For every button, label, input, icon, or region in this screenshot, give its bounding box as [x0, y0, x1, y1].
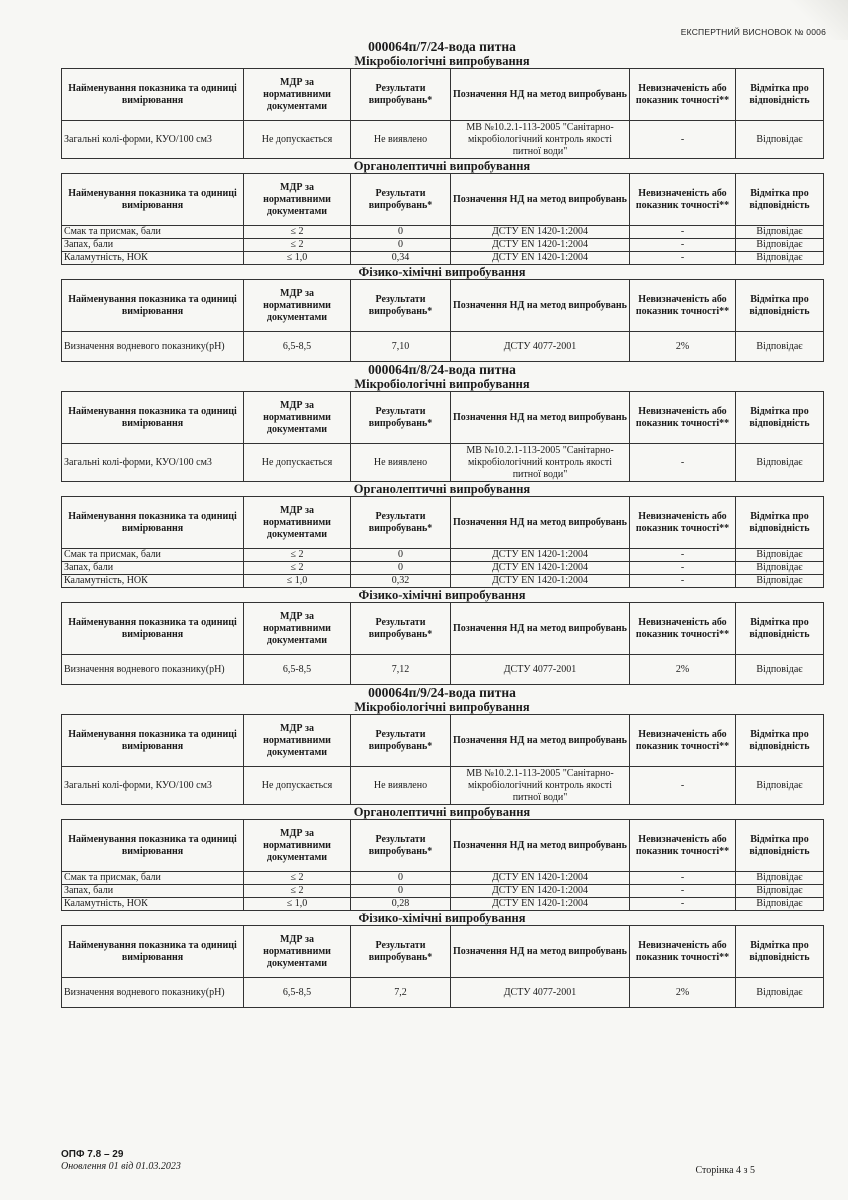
- cell-mdr: ≤ 1,0: [244, 575, 351, 588]
- header-result: Результати випробувань*: [351, 715, 451, 767]
- header-nd: Позначення НД на метод випробувань: [451, 603, 630, 655]
- test-group: [61, 265, 823, 362]
- cell-nd: ДСТУ 4077-2001: [451, 978, 630, 1008]
- revision-note: Оновлення 01 від 01.03.2023: [61, 1161, 181, 1172]
- cell-conformity: Відповідає: [736, 121, 824, 159]
- cell-result: 0: [351, 239, 451, 252]
- table-row: [62, 252, 824, 265]
- header-mdr: МДР за нормативними документами: [244, 715, 351, 767]
- cell-mdr: ≤ 2: [244, 226, 351, 239]
- header-mdr: МДР за нормативними документами: [244, 926, 351, 978]
- header-result: Результати випробувань*: [351, 603, 451, 655]
- cell-name: Смак та присмак, бали: [62, 226, 244, 239]
- cell-name: Смак та присмак, бали: [62, 872, 244, 885]
- table-row: [62, 575, 824, 588]
- cell-name: Визначення водневого показнику(рН): [62, 978, 244, 1008]
- cell-result: 0: [351, 226, 451, 239]
- header-mdr: МДР за нормативними документами: [244, 603, 351, 655]
- cell-uncertainty: -: [630, 898, 736, 911]
- cell-name: Визначення водневого показнику(рН): [62, 332, 244, 362]
- cell-result: 0: [351, 885, 451, 898]
- table-row: [62, 562, 824, 575]
- header-conformity: Відмітка про відповідність: [736, 926, 824, 978]
- table-header-row: [62, 174, 824, 226]
- results-table: [61, 496, 824, 588]
- cell-conformity: Відповідає: [736, 549, 824, 562]
- header-result: Результати випробувань*: [351, 174, 451, 226]
- header-uncertainty: Невизначеність або показник точності**: [630, 820, 736, 872]
- header-uncertainty: Невизначеність або показник точності**: [630, 392, 736, 444]
- header-result: Результати випробувань*: [351, 69, 451, 121]
- cell-name: Запах, бали: [62, 885, 244, 898]
- cell-result: Не виявлено: [351, 767, 451, 805]
- header-uncertainty: Невизначеність або показник точності**: [630, 497, 736, 549]
- group-title: Мікробіологічні випробування: [354, 377, 530, 391]
- results-table: [61, 173, 824, 265]
- header-nd: Позначення НД на метод випробувань: [451, 926, 630, 978]
- header-conformity: Відмітка про відповідність: [736, 497, 824, 549]
- cell-mdr: Не допускається: [244, 444, 351, 482]
- cell-mdr: ≤ 2: [244, 239, 351, 252]
- header-name: Найменування показника та одиниці вимірювання: [62, 820, 244, 872]
- test-group: [61, 482, 823, 588]
- header-mdr: МДР за нормативними документами: [244, 174, 351, 226]
- page-number: Сторінка 4 з 5: [695, 1165, 755, 1176]
- header-uncertainty: Невизначеність або показник точності**: [630, 926, 736, 978]
- cell-uncertainty: -: [630, 562, 736, 575]
- table-row: [62, 978, 824, 1008]
- cell-uncertainty: -: [630, 549, 736, 562]
- cell-conformity: Відповідає: [736, 252, 824, 265]
- cell-mdr: ≤ 1,0: [244, 252, 351, 265]
- header-name: Найменування показника та одиниці вимірювання: [62, 497, 244, 549]
- test-group: [61, 805, 823, 911]
- cell-conformity: Відповідає: [736, 575, 824, 588]
- cell-mdr: ≤ 2: [244, 562, 351, 575]
- table-row: [62, 444, 824, 482]
- header-nd: Позначення НД на метод випробувань: [451, 715, 630, 767]
- cell-name: Каламутність, НОК: [62, 898, 244, 911]
- cell-result: 0: [351, 549, 451, 562]
- cell-uncertainty: -: [630, 767, 736, 805]
- header-nd: Позначення НД на метод випробувань: [451, 392, 630, 444]
- header-uncertainty: Невизначеність або показник точності**: [630, 603, 736, 655]
- header-conformity: Відмітка про відповідність: [736, 280, 824, 332]
- document-content: [61, 39, 823, 1008]
- sample-title: 000064п/9/24-вода питна: [368, 685, 516, 700]
- cell-nd: ДСТУ EN 1420-1:2004: [451, 872, 630, 885]
- cell-mdr: 6,5-8,5: [244, 332, 351, 362]
- cell-nd: ДСТУ EN 1420-1:2004: [451, 575, 630, 588]
- table-row: [62, 332, 824, 362]
- cell-name: Загальні колі-форми, КУО/100 см3: [62, 767, 244, 805]
- cell-nd: ДСТУ EN 1420-1:2004: [451, 549, 630, 562]
- sample-section: [61, 39, 823, 362]
- header-result: Результати випробувань*: [351, 497, 451, 549]
- header-mdr: МДР за нормативними документами: [244, 820, 351, 872]
- cell-mdr: ≤ 2: [244, 872, 351, 885]
- header-conformity: Відмітка про відповідність: [736, 820, 824, 872]
- header-uncertainty: Невизначеність або показник точності**: [630, 280, 736, 332]
- results-table: [61, 68, 824, 159]
- header-name: Найменування показника та одиниці вимірювання: [62, 715, 244, 767]
- sample-title: 000064п/8/24-вода питна: [368, 362, 516, 377]
- table-header-row: [62, 603, 824, 655]
- footer-form-info: [61, 1149, 181, 1173]
- header-conformity: Відмітка про відповідність: [736, 715, 824, 767]
- cell-nd: ДСТУ 4077-2001: [451, 655, 630, 685]
- test-group: [61, 588, 823, 685]
- header-uncertainty: Невизначеність або показник точності**: [630, 715, 736, 767]
- cell-uncertainty: -: [630, 872, 736, 885]
- results-table: [61, 391, 824, 482]
- cell-uncertainty: -: [630, 121, 736, 159]
- cell-conformity: Відповідає: [736, 226, 824, 239]
- table-row: [62, 655, 824, 685]
- cell-name: Запах, бали: [62, 239, 244, 252]
- table-row: [62, 898, 824, 911]
- results-table: [61, 602, 824, 685]
- results-table: [61, 714, 824, 805]
- cell-result: 7,2: [351, 978, 451, 1008]
- cell-uncertainty: 2%: [630, 332, 736, 362]
- sample-section: [61, 362, 823, 685]
- cell-name: Загальні колі-форми, КУО/100 см3: [62, 121, 244, 159]
- sample-section: [61, 685, 823, 1008]
- document-header: ЕКСПЕРТНИЙ ВИСНОВОК № 0006: [680, 27, 826, 37]
- header-name: Найменування показника та одиниці вимірювання: [62, 174, 244, 226]
- cell-conformity: Відповідає: [736, 978, 824, 1008]
- cell-uncertainty: -: [630, 885, 736, 898]
- table-header-row: [62, 715, 824, 767]
- test-group: [61, 159, 823, 265]
- cell-nd: МВ №10.2.1-113-2005 "Санітарно-мікробіологічний контроль якості питної води": [451, 767, 630, 805]
- test-group: [61, 911, 823, 1008]
- results-table: [61, 819, 824, 911]
- cell-mdr: ≤ 2: [244, 885, 351, 898]
- cell-uncertainty: -: [630, 252, 736, 265]
- test-group: [61, 377, 823, 482]
- cell-name: Каламутність, НОК: [62, 252, 244, 265]
- group-title: Мікробіологічні випробування: [354, 54, 530, 68]
- cell-uncertainty: -: [630, 226, 736, 239]
- group-title: Мікробіологічні випробування: [354, 700, 530, 714]
- cell-nd: ДСТУ 4077-2001: [451, 332, 630, 362]
- cell-uncertainty: 2%: [630, 655, 736, 685]
- cell-uncertainty: -: [630, 444, 736, 482]
- cell-name: Смак та присмак, бали: [62, 549, 244, 562]
- header-nd: Позначення НД на метод випробувань: [451, 280, 630, 332]
- header-result: Результати випробувань*: [351, 280, 451, 332]
- header-name: Найменування показника та одиниці вимірювання: [62, 392, 244, 444]
- cell-conformity: Відповідає: [736, 872, 824, 885]
- header-mdr: МДР за нормативними документами: [244, 497, 351, 549]
- cell-conformity: Відповідає: [736, 767, 824, 805]
- header-mdr: МДР за нормативними документами: [244, 392, 351, 444]
- group-title: Органолептичні випробування: [353, 159, 531, 173]
- cell-conformity: Відповідає: [736, 444, 824, 482]
- cell-result: 7,10: [351, 332, 451, 362]
- cell-nd: МВ №10.2.1-113-2005 "Санітарно-мікробіологічний контроль якості питної води": [451, 444, 630, 482]
- cell-result: 0,28: [351, 898, 451, 911]
- header-nd: Позначення НД на метод випробувань: [451, 820, 630, 872]
- header-name: Найменування показника та одиниці вимірювання: [62, 69, 244, 121]
- header-name: Найменування показника та одиниці вимірювання: [62, 603, 244, 655]
- group-title: Органолептичні випробування: [353, 805, 531, 819]
- cell-result: Не виявлено: [351, 444, 451, 482]
- cell-conformity: Відповідає: [736, 562, 824, 575]
- header-result: Результати випробувань*: [351, 820, 451, 872]
- header-name: Найменування показника та одиниці вимірювання: [62, 926, 244, 978]
- cell-nd: ДСТУ EN 1420-1:2004: [451, 226, 630, 239]
- group-title: Органолептичні випробування: [353, 482, 531, 496]
- cell-mdr: Не допускається: [244, 767, 351, 805]
- header-nd: Позначення НД на метод випробувань: [451, 69, 630, 121]
- results-table: [61, 279, 824, 362]
- table-row: [62, 872, 824, 885]
- cell-name: Запах, бали: [62, 562, 244, 575]
- table-header-row: [62, 280, 824, 332]
- cell-mdr: 6,5-8,5: [244, 978, 351, 1008]
- cell-mdr: ≤ 1,0: [244, 898, 351, 911]
- header-name: Найменування показника та одиниці вимірювання: [62, 280, 244, 332]
- table-row: [62, 226, 824, 239]
- cell-result: 0,32: [351, 575, 451, 588]
- cell-mdr: 6,5-8,5: [244, 655, 351, 685]
- cell-nd: ДСТУ EN 1420-1:2004: [451, 252, 630, 265]
- test-group: [61, 54, 823, 159]
- cell-nd: ДСТУ EN 1420-1:2004: [451, 885, 630, 898]
- cell-nd: ДСТУ EN 1420-1:2004: [451, 898, 630, 911]
- table-row: [62, 767, 824, 805]
- cell-conformity: Відповідає: [736, 898, 824, 911]
- cell-name: Загальні колі-форми, КУО/100 см3: [62, 444, 244, 482]
- cell-uncertainty: -: [630, 575, 736, 588]
- test-group: [61, 700, 823, 805]
- cell-mdr: Не допускається: [244, 121, 351, 159]
- cell-nd: ДСТУ EN 1420-1:2004: [451, 239, 630, 252]
- cell-mdr: ≤ 2: [244, 549, 351, 562]
- table-header-row: [62, 820, 824, 872]
- cell-nd: МВ №10.2.1-113-2005 "Санітарно-мікробіологічний контроль якості питної води": [451, 121, 630, 159]
- cell-uncertainty: -: [630, 239, 736, 252]
- header-result: Результати випробувань*: [351, 392, 451, 444]
- table-row: [62, 885, 824, 898]
- results-table: [61, 925, 824, 1008]
- cell-name: Визначення водневого показнику(рН): [62, 655, 244, 685]
- cell-result: 0,34: [351, 252, 451, 265]
- cell-result: 0: [351, 872, 451, 885]
- cell-conformity: Відповідає: [736, 655, 824, 685]
- header-uncertainty: Невизначеність або показник точності**: [630, 174, 736, 226]
- header-conformity: Відмітка про відповідність: [736, 69, 824, 121]
- cell-result: Не виявлено: [351, 121, 451, 159]
- table-header-row: [62, 926, 824, 978]
- cell-nd: ДСТУ EN 1420-1:2004: [451, 562, 630, 575]
- header-uncertainty: Невизначеність або показник точності**: [630, 69, 736, 121]
- cell-uncertainty: 2%: [630, 978, 736, 1008]
- cell-name: Каламутність, НОК: [62, 575, 244, 588]
- cell-result: 7,12: [351, 655, 451, 685]
- header-nd: Позначення НД на метод випробувань: [451, 497, 630, 549]
- table-row: [62, 121, 824, 159]
- header-mdr: МДР за нормативними документами: [244, 280, 351, 332]
- header-result: Результати випробувань*: [351, 926, 451, 978]
- table-header-row: [62, 497, 824, 549]
- group-title: Фізико-хімічні випробування: [358, 265, 526, 279]
- header-conformity: Відмітка про відповідність: [736, 392, 824, 444]
- header-mdr: МДР за нормативними документами: [244, 69, 351, 121]
- group-title: Фізико-хімічні випробування: [358, 588, 526, 602]
- table-header-row: [62, 69, 824, 121]
- cell-conformity: Відповідає: [736, 885, 824, 898]
- cell-conformity: Відповідає: [736, 332, 824, 362]
- sample-title: 000064п/7/24-вода питна: [368, 39, 516, 54]
- header-nd: Позначення НД на метод випробувань: [451, 174, 630, 226]
- header-conformity: Відмітка про відповідність: [736, 174, 824, 226]
- table-header-row: [62, 392, 824, 444]
- header-conformity: Відмітка про відповідність: [736, 603, 824, 655]
- cell-conformity: Відповідає: [736, 239, 824, 252]
- table-row: [62, 239, 824, 252]
- form-code: ОПФ 7.8 – 29: [61, 1149, 124, 1160]
- table-row: [62, 549, 824, 562]
- cell-result: 0: [351, 562, 451, 575]
- group-title: Фізико-хімічні випробування: [358, 911, 526, 925]
